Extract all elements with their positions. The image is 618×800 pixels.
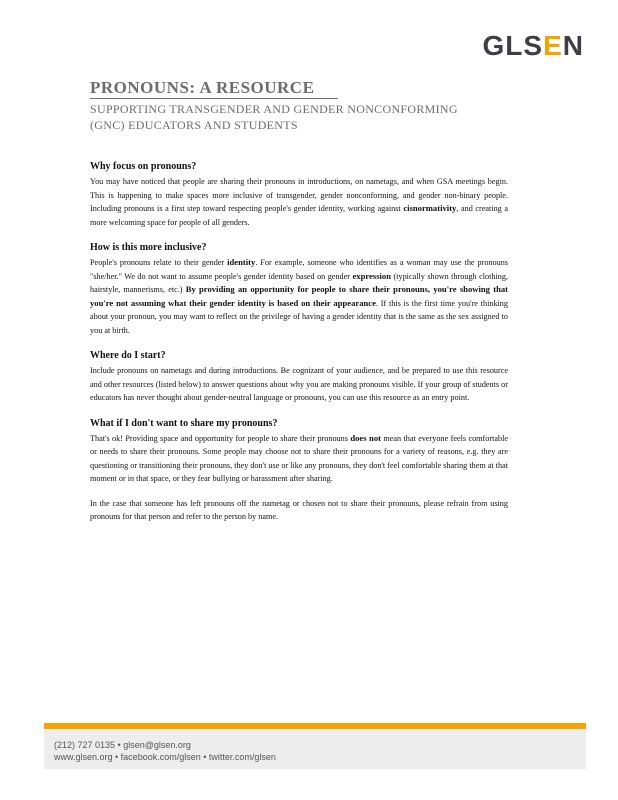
- page-subtitle: [90, 101, 530, 133]
- section-paragraph: In the case that someone has left pronouns off the nametag or chosen not to share their pronouns, please refrain from using pronouns for that person and refer to the person by name.: [90, 498, 508, 521]
- section-heading: Where do I start?: [90, 350, 166, 361]
- document-body: [90, 160, 508, 536]
- title-block: [90, 78, 530, 133]
- section-heading: Why focus on pronouns?: [90, 161, 197, 172]
- footer: [44, 729, 586, 769]
- page-title: PRONOUNS: A RESOURCE: [90, 78, 338, 99]
- section-why-focus: [90, 160, 508, 229]
- subtitle-line-1: SUPPORTING TRANSGENDER AND GENDER NONCONFORMING: [90, 102, 458, 116]
- section-how-inclusive: [90, 241, 508, 337]
- footer-contact: (212) 727 0135 • glsen@glsen.org: [54, 740, 191, 750]
- section-paragraph: You may have noticed that people are sharing their pronouns in introductions, on nametags, and when GSA meetings begin. This is happening to make spaces more inclusive of transgender, gender nonconforming, and gender non-binary people. Including pronouns is a first step toward respecting people's gender identity, working against cisnormativity, and creating a more welcoming space for people of all genders.: [90, 177, 509, 227]
- section-paragraph: That's ok! Providing space and opportunity for people to share their pronouns does not mean that everyone feels comfortable or needs to share their pronouns. Some people may choose not to share their pronouns for a variety of reasons, e.g. they are questioning or transitioning their pronouns, they don't use or like any pronouns, they don't feel comfortable sharing them at that moment or in that space, or they fear bullying or harassment after sharing.: [90, 432, 509, 483]
- glsen-logo: GLSEN: [482, 30, 584, 61]
- section-paragraph: People's pronouns relate to their gender identity. For example, someone who identifies as a woman may use the pronouns "she/her." We do not want to assume people's gender identity based on gender expression (typically shown through clothing, hairstyle, mannerisms, etc.) By providing an opportunity for people to share their pronouns, you're showing that you're not assuming what their gender identity is based on their appearance. If this is the first time you're thinking about your pronoun, you may want to reflect on the privilege of having a gender identity that is the same as the sex assigned to you at birth.: [90, 257, 509, 335]
- section-dont-share: [90, 417, 508, 524]
- section-paragraph: Include pronouns on nametags and during introductions. Be cognizant of your audience, and be prepared to use this resource and other resources (listed below) to answer questions about why you are making pronouns visible. If your group of students or educators has never thought about gender-neutral language or pronouns, you can use this resource as an entry point.: [90, 366, 508, 402]
- section-where-start: [90, 349, 508, 405]
- section-heading: How is this more inclusive?: [90, 242, 207, 253]
- footer-links: www.glsen.org • facebook.com/glsen • twitter.com/glsen: [54, 752, 276, 762]
- section-heading: What if I don't want to share my pronouns?: [90, 417, 278, 429]
- subtitle-line-2: (GNC) EDUCATORS AND STUDENTS: [90, 118, 298, 132]
